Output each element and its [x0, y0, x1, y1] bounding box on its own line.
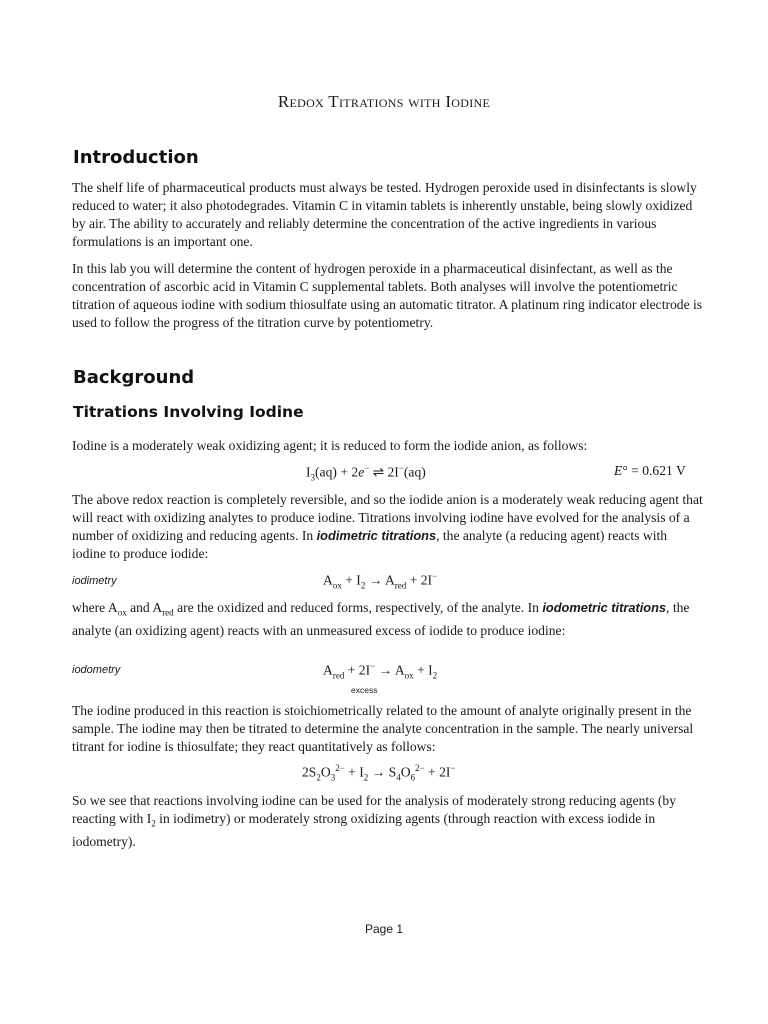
page-number: Page 1 — [364, 922, 404, 936]
title-word-3: with — [408, 92, 441, 111]
equation-iodometry: $A_{red} + 2I^- \to A_{ox} + I_2$ — [323, 661, 438, 681]
title-word-1: Redox — [277, 92, 325, 111]
iodometry-label: iodometry — [72, 664, 121, 676]
term-iodimetric: iodimetric titrations — [316, 528, 437, 543]
equation-iodine-reduction: $I_3(aq) + 2e^-$ ⇌ 2I−(aq) — [306, 463, 426, 483]
background-heading: Background — [73, 367, 195, 388]
introduction-paragraph-2: In this lab you will determine the content of hydrogen peroxide in a pharmaceutical disinfectant, as well as the concentration of ascorbic acid in Vitamin C supplemental tablets. Both analyses will involve the potentiometric titration of aqueous iodine with sodium thiosulfate using an automatic titrator. A platinum ring indicator electrode is used to follow the progress of the titration curve by potentiometry. — [72, 261, 703, 330]
introduction-heading: Introduction — [73, 147, 199, 168]
term-iodometric: iodometric titrations — [542, 600, 667, 615]
title-word-2: Titrations — [328, 92, 404, 111]
background-paragraph-1: Iodine is a moderately weak oxidizing agent; it is reduced to form the iodide anion, as follows: — [72, 438, 588, 453]
background-paragraph-5: So we see that reactions involving iodine can be used for the analysis of moderately strong reducing agents (by reacting with $I_2$ in iodimetry) or moderately strong oxidizing agents (through reaction with excess iodide in iodometry). — [72, 793, 676, 849]
iodimetry-label: iodimetry — [72, 575, 117, 587]
background-paragraph-2: The above redox reaction is completely reversible, and so the iodide anion is a moderately weak reducing agent that will react with oxidizing analytes to produce iodine. Titrations involving iodine have evolved for the analysis of a number of oxidizing and reducing agents. In iodimetric titrations, the analyte (a reducing agent) reacts with iodine to produce iodide: — [72, 492, 703, 561]
equation-iodimetry: $A_{ox} + I_2 \to A_{red} + 2I^-$ — [323, 571, 438, 591]
background-paragraph-4: The iodine produced in this reaction is stoichiometrically related to the amount of analyte originally present in the sample. The iodine may then be titrated to determine the analyte concentration in the sample. The nearly universal titrant for iodine is thiosulfate; they react quantitatively as follows: — [72, 703, 694, 754]
titrations-subheading: Titrations Involving Iodine — [73, 403, 304, 421]
excess-label: excess — [351, 685, 378, 695]
background-paragraph-3: where $A_{ox}$ and $A_{red}$ are the oxidized and reduced forms, respectively, of the analyte. In iodometric titrations, the analyte (an oxidizing agent) reacts with an unmeasured excess of iodide to produce iodine: — [72, 600, 690, 638]
equation-thiosulfate: $2S_2O_3^{2-} + I_2 \to S_4O_6^{2-} + 2I^-$ — [302, 763, 456, 783]
standard-potential: E° = 0.621 V — [614, 463, 686, 478]
introduction-paragraph-1: The shelf life of pharmaceutical products must always be tested. Hydrogen peroxide used in disinfectants is slowly reduced to water; it also photodegrades. Vitamin C in vitamin tablets is inherently unstable, being slowly oxidized by air. The ability to accurately and reliably determine the concentration of the active ingredients in various formulations is an important one. — [72, 180, 697, 249]
title-word-4: Iodine — [445, 92, 491, 111]
document-title — [0, 92, 768, 112]
